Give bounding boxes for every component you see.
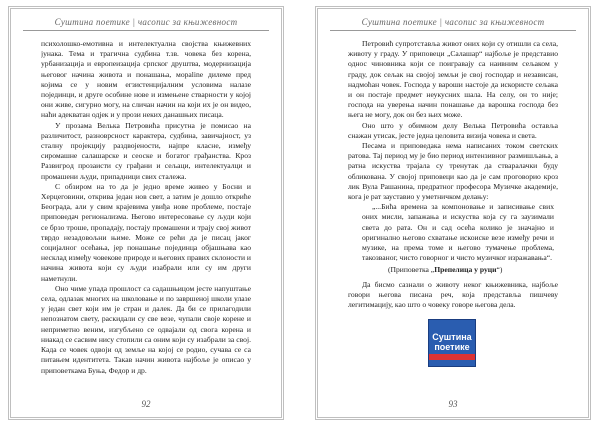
journal-logo <box>428 319 476 367</box>
right-caption <box>348 265 558 275</box>
left-page <box>8 6 284 420</box>
logo-line-1: Суштина <box>432 332 472 342</box>
right-paragraph-5: Да бисмо сазнали о животу неког књижевника, најбоље говори његова писана реч, која представља пишчеву легитимацију, као што о човеку говоре његова дела. <box>348 279 558 310</box>
left-paragraph-4: Оно чиме упада прошлост са садашњицом јесте напуштање села, одлазак многих на школовање и по завршеној школи улазе у један свет који им је стран и далек. Да би се прилагодили непознатом свету, раскидали су све везе, чупали своје корене и неприметно веним, изгубљено се одвајали од свога корена и ниакад се сасвим нису стопили са оним који су изабрали за свој. Када се човек одвоји од земље на којој се родио, сучава се са питањем идентитета. Такав начин живота најбоље је описао у приповеткама Буња, Федор и др. <box>41 283 251 375</box>
right-page-number: 93 <box>448 399 458 409</box>
caption-suffix: “) <box>496 265 503 275</box>
left-page-header: Суштина поетике | часопис за књижевност <box>54 17 238 27</box>
right-quote: „...Бића времена за компоновање и записивање свих оних мисли, запажања и искуства која су га заузимали света до рата. Он и сад осећа колико је значајно и оригинално његово схватање искоиске везе између речи и музике, на према томе и његово тумачење проблема, тaкозваног, чисто говорног и чисто музичког изражавања“. <box>362 202 554 263</box>
right-paragraph-1: Петровић супротставља живот оних који су отишли са села, животу у граду. У приповеци „Салашар“ најбоље је представио однос чиновника који се поигравају са нaивним сељаком у граду, док сељак на својој земљи је свој господар и независан, надмоћан човек. Господа у варoши настоје да искористе сељака и он постаје предмет неукусних шала. На селу, он то није; господа на уверења начин понашање да варошка господа без њега не могу, док он без њих може. <box>348 39 558 120</box>
right-header-rule <box>330 30 576 31</box>
logo-band <box>429 354 475 360</box>
logo-line-2: поетике <box>434 342 470 352</box>
spine-gutter <box>292 0 308 426</box>
left-page-body <box>41 39 251 379</box>
right-page-header: Суштина поетике | часопис за књижевност <box>361 17 545 27</box>
left-paragraph-1: психолошко-емотивна и интелектуална својства књижевних јунака. Тема и трагична судбина т.зв. човека без корена, урбанизација и европеизација српског друштва, модернизација његовог начина живота и понашања, мораline дилеме пред којима се у новим егзистенцијалним условима налазе појединци, и друге особине нове и измењене стварности у којој они живе, сигурно могу, на сличан начин на који их је он видео, наћи адекватан одјек и у прози неких данашњих писаца. <box>41 39 251 120</box>
right-paragraph-3: Песама и приповедака нема написаних током светских ратова. Тај период му је био период интензивног размишљања, а ратна искуства трајала су тренутак да стваралачки буду обликована. У својој приповеци као да је сам проговорио кроз лик Вула Рашанина, предратног професора Музичке академије, кога је рат заустaвио у уметничком делању: <box>348 141 558 202</box>
right-paragraph-2: Оно што у обимном делу Велька Петровића оставља снажан утисак, јесте једна целовита визија човека и света. <box>348 120 558 140</box>
caption-prefix: (Приповетка „ <box>388 265 435 275</box>
left-page-number: 92 <box>141 399 151 409</box>
left-paragraph-2: У прозама Велька Петровића присутна је помисао на различитост, разноврсност карактера, судбина, завичајност, уз сталну пројекцију раздвојености, најпре класне, између сиромашне салашарске и сеоске и богатог грађанства. Кроз Развигрoд прозаисти су грађани и сељаци, интелектуалци и промашени људи, припадници свих сталежа. <box>41 120 251 181</box>
right-page <box>315 6 591 420</box>
left-header-rule <box>23 30 269 31</box>
left-paragraph-3: С обзиром на то да је једно време живео у Босни и Херцеговини, открива један нов свет, а затим је дошло откриће Београда, али у свим крајевима увиђа нове проблеме, постаје приповедач регионализма. Његово интересовање су људи који се брзо троше, пропадају, постају промашени и трају свој живот тврдо незадовољни њиме. Може се рећи да је писац јаког социјалног осећања, јер понашање појединца објашњава као несклад између човекове природе и његових правих склоности и начина живота који су људи изабрали или су им други наметнули. <box>41 181 251 283</box>
caption-title: Препелица у руци <box>434 265 497 275</box>
